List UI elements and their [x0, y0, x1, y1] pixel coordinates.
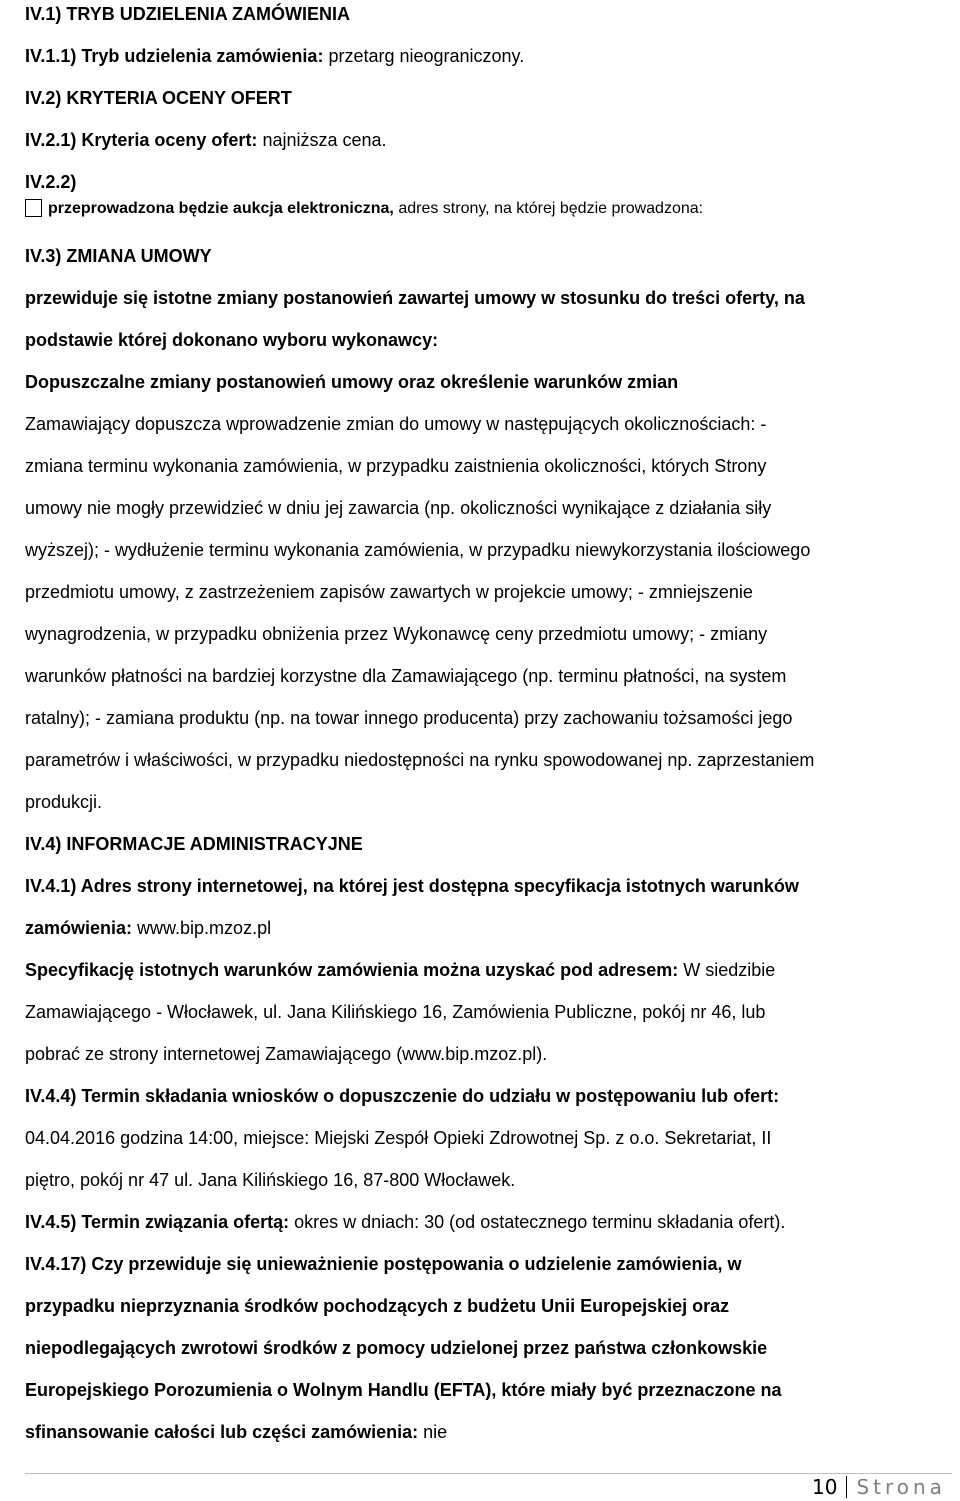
uniewaznienie-line: przypadku nieprzyznania środków pochodzących z budżetu Unii Europejskiej oraz	[25, 1296, 730, 1316]
tryb-udzielenia	[25, 45, 524, 67]
adres-strony	[25, 917, 271, 939]
tryb-value: przetarg nieograniczony.	[323, 46, 525, 66]
termin-zwiazania	[25, 1211, 785, 1233]
zmiana-body-line: wynagrodzenia, w przypadku obniżenia przez Wykonawcę ceny przedmiotu umowy; - zmiany	[25, 624, 768, 644]
zmiana-body-line: Zamawiający dopuszcza wprowadzenie zmian do umowy w następujących okolicznościach: -	[25, 414, 767, 434]
zmiana-body-line: przedmiotu umowy, z zastrzeżeniem zapisów zawartych w projekcie umowy; - zmniejszenie	[25, 582, 753, 602]
adres-strony-label-2: zamówienia:	[25, 918, 133, 938]
zmiana-intro-line: podstawie której dokonano wyboru wykonawcy:	[25, 330, 439, 350]
section-heading-informacje: IV.4) INFORMACJE ADMINISTRACYJNE	[25, 834, 363, 854]
zmiana-body-line: parametrów i właściwości, w przypadku niedostępności na rynku spowodowanej np. zaprzestaniem	[25, 750, 815, 770]
siwz-value-line: pobrać ze strony internetowej Zamawiającego (www.bip.mzoz.pl).	[25, 1044, 548, 1064]
termin-skladania-value: 04.04.2016 godzina 14:00, miejsce: Miejski Zespół Opieki Zdrowotnej Sp. z o.o. Sekretariat, II	[25, 1128, 772, 1148]
uniewaznienie-line: Europejskiego Porozumienia o Wolnym Handlu (EFTA), które miały być przeznaczone na	[25, 1380, 782, 1400]
uniewaznienie-line: niepodlegających zwrotowi środków z pomocy udzielonej przez państwa członkowskie	[25, 1338, 768, 1358]
aukcja-checkbox	[25, 199, 42, 217]
footer-divider	[25, 1473, 952, 1474]
zmiana-body-line: warunków płatności na bardziej korzystne dla Zamawiającego (np. terminu płatności, na system	[25, 666, 787, 686]
footer-separator	[846, 1476, 847, 1498]
adres-strony-value: www.bip.mzoz.pl	[132, 918, 272, 938]
page-label: Strona	[856, 1475, 946, 1499]
tryb-label: IV.1.1) Tryb udzielenia zamówienia:	[25, 46, 324, 66]
section-heading-zmiana: IV.3) ZMIANA UMOWY	[25, 246, 212, 266]
kryteria-value: najniższa cena.	[257, 130, 387, 150]
aukcja-value: adres strony, na której będzie prowadzona:	[393, 200, 704, 217]
kryteria-label: IV.2.1) Kryteria oceny ofert:	[25, 130, 258, 150]
zmiana-body-line: umowy nie mogły przewidzieć w dniu jej zawarcia (np. okoliczności wynikające z działania siły	[25, 498, 772, 518]
siwz-label: Specyfikację istotnych warunków zamówienia można uzyskać pod adresem:	[25, 960, 679, 980]
aukcja-row	[48, 199, 703, 219]
termin-skladania-value: piętro, pokój nr 47 ul. Jana Kilińskiego 16, 87-800 Włocławek.	[25, 1170, 516, 1190]
zmiana-body-line: zmiana terminu wykonania zamówienia, w przypadku zaistnienia okoliczności, których Strony	[25, 456, 767, 476]
page-number: 10	[812, 1475, 838, 1499]
section-heading-kryteria: IV.2) KRYTERIA OCENY OFERT	[25, 88, 292, 108]
kryteria-oceny	[25, 129, 387, 151]
siwz-value-line: Zamawiającego - Włocławek, ul. Jana Kilińskiego 16, Zamówienia Publiczne, pokój nr 46, lub	[25, 1002, 766, 1022]
zmiana-body-line: produkcji.	[25, 792, 103, 812]
adres-strony-label: IV.4.1) Adres strony internetowej, na której jest dostępna specyfikacja istotnych warunków	[25, 876, 799, 896]
zmiana-subheading: Dopuszczalne zmiany postanowień umowy oraz określenie warunków zmian	[25, 372, 679, 392]
uniewaznienie-value: nie	[418, 1422, 448, 1442]
termin-zwiazania-label: IV.4.5) Termin związania ofertą:	[25, 1212, 290, 1232]
aukcja-label: przeprowadzona będzie aukcja elektroniczna,	[48, 200, 394, 217]
siwz-value: W siedzibie	[678, 960, 776, 980]
uniewaznienie-last-label: sfinansowanie całości lub części zamówienia:	[25, 1422, 419, 1442]
termin-zwiazania-value: okres w dniach: 30 (od ostatecznego terminu składania ofert).	[289, 1212, 786, 1232]
siwz-row	[25, 959, 775, 981]
uniewaznienie-line: IV.4.17) Czy przewiduje się unieważnienie postępowania o udzielenie zamówienia, w	[25, 1254, 742, 1274]
aukcja-number: IV.2.2)	[25, 172, 77, 192]
zmiana-intro-line: przewiduje się istotne zmiany postanowień zawartej umowy w stosunku do treści oferty, na	[25, 288, 805, 308]
zmiana-body-line: ratalny); - zamiana produktu (np. na towar innego producenta) przy zachowaniu tożsamości jego	[25, 708, 793, 728]
page-footer	[812, 1475, 946, 1499]
zmiana-body-line: wyższej); - wydłużenie terminu wykonania zamówienia, w przypadku niewykorzystania ilościowego	[25, 540, 811, 560]
termin-skladania-label: IV.4.4) Termin składania wniosków o dopuszczenie do udziału w postępowaniu lub ofert:	[25, 1086, 780, 1106]
section-heading-tryb: IV.1) TRYB UDZIELENIA ZAMÓWIENIA	[25, 4, 351, 24]
uniewaznienie-answer	[25, 1421, 447, 1443]
